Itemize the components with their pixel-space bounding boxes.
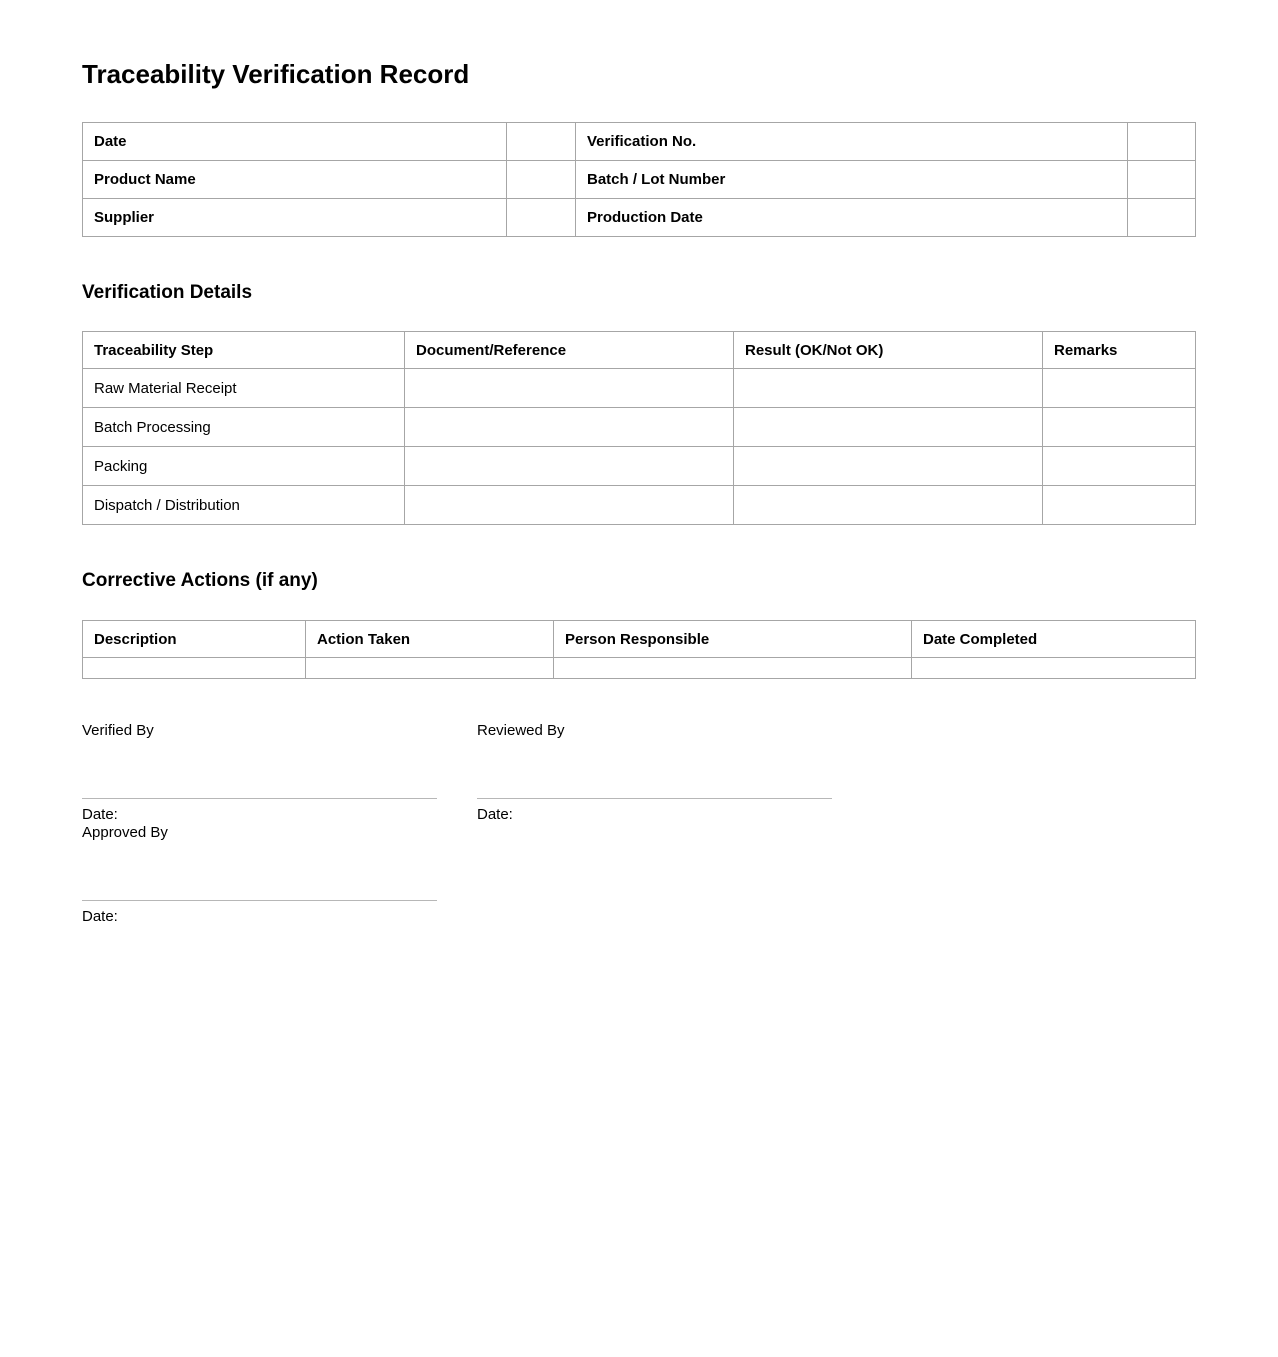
table-header-row (83, 621, 1196, 658)
col-header-description: Description (83, 621, 306, 658)
table-row (83, 199, 1196, 237)
production-date-value-cell[interactable] (1128, 199, 1196, 237)
step-name-cell: Packing (83, 447, 405, 486)
result-cell[interactable] (734, 369, 1043, 408)
remarks-cell[interactable] (1043, 408, 1196, 447)
approved-by-label: Approved By (82, 824, 168, 841)
info-table (82, 122, 1196, 237)
table-row (83, 123, 1196, 161)
table-row (83, 658, 1196, 679)
right-signature-column (477, 722, 832, 926)
date-value-cell[interactable] (507, 123, 576, 161)
result-cell[interactable] (734, 447, 1043, 486)
col-header-document-reference: Document/Reference (405, 332, 734, 369)
date-label-cell: Date (83, 123, 507, 161)
person-responsible-cell[interactable] (554, 658, 912, 679)
verified-by-signature-line[interactable] (82, 740, 437, 799)
document-reference-cell[interactable] (405, 447, 734, 486)
product-name-label-cell: Product Name (83, 161, 507, 199)
table-row (83, 369, 1196, 408)
table-header-row (83, 332, 1196, 369)
signature-section (82, 722, 1195, 926)
date-completed-cell[interactable] (912, 658, 1196, 679)
supplier-label-cell: Supplier (83, 199, 507, 237)
col-header-action-taken: Action Taken (306, 621, 554, 658)
result-cell[interactable] (734, 408, 1043, 447)
page-title: Traceability Verification Record (82, 59, 470, 89)
corrective-actions-table (82, 620, 1196, 679)
verification-no-label-cell: Verification No. (576, 123, 1128, 161)
table-row (83, 486, 1196, 525)
col-header-date-completed: Date Completed (912, 621, 1196, 658)
approved-by-date-label[interactable]: Date: (82, 908, 118, 925)
verified-by-label: Verified By (82, 722, 154, 739)
table-row (83, 161, 1196, 199)
verification-no-value-cell[interactable] (1128, 123, 1196, 161)
remarks-cell[interactable] (1043, 447, 1196, 486)
description-cell[interactable] (83, 658, 306, 679)
action-taken-cell[interactable] (306, 658, 554, 679)
step-name-cell: Raw Material Receipt (83, 369, 405, 408)
remarks-cell[interactable] (1043, 486, 1196, 525)
reviewed-by-label: Reviewed By (477, 722, 565, 739)
col-header-person-responsible: Person Responsible (554, 621, 912, 658)
document-reference-cell[interactable] (405, 486, 734, 525)
left-signature-column (82, 722, 437, 926)
step-name-cell: Dispatch / Distribution (83, 486, 405, 525)
product-name-value-cell[interactable] (507, 161, 576, 199)
verified-by-date-label[interactable]: Date: (82, 806, 118, 823)
section-heading-verification-details: Verification Details (82, 282, 253, 303)
document-reference-cell[interactable] (405, 369, 734, 408)
col-header-remarks: Remarks (1043, 332, 1196, 369)
batch-lot-number-label-cell: Batch / Lot Number (576, 161, 1128, 199)
section-heading-corrective-actions: Corrective Actions (if any) (82, 570, 318, 591)
remarks-cell[interactable] (1043, 369, 1196, 408)
step-name-cell: Batch Processing (83, 408, 405, 447)
table-row (83, 408, 1196, 447)
verification-details-table (82, 331, 1196, 525)
col-header-result: Result (OK/Not OK) (734, 332, 1043, 369)
approved-by-signature-line[interactable] (82, 842, 437, 901)
production-date-label-cell: Production Date (576, 199, 1128, 237)
document-reference-cell[interactable] (405, 408, 734, 447)
supplier-value-cell[interactable] (507, 199, 576, 237)
col-header-traceability-step: Traceability Step (83, 332, 405, 369)
result-cell[interactable] (734, 486, 1043, 525)
document-page (0, 57, 1278, 926)
reviewed-by-date-label[interactable]: Date: (477, 806, 513, 823)
reviewed-by-signature-line[interactable] (477, 740, 832, 799)
table-row (83, 447, 1196, 486)
batch-lot-number-value-cell[interactable] (1128, 161, 1196, 199)
